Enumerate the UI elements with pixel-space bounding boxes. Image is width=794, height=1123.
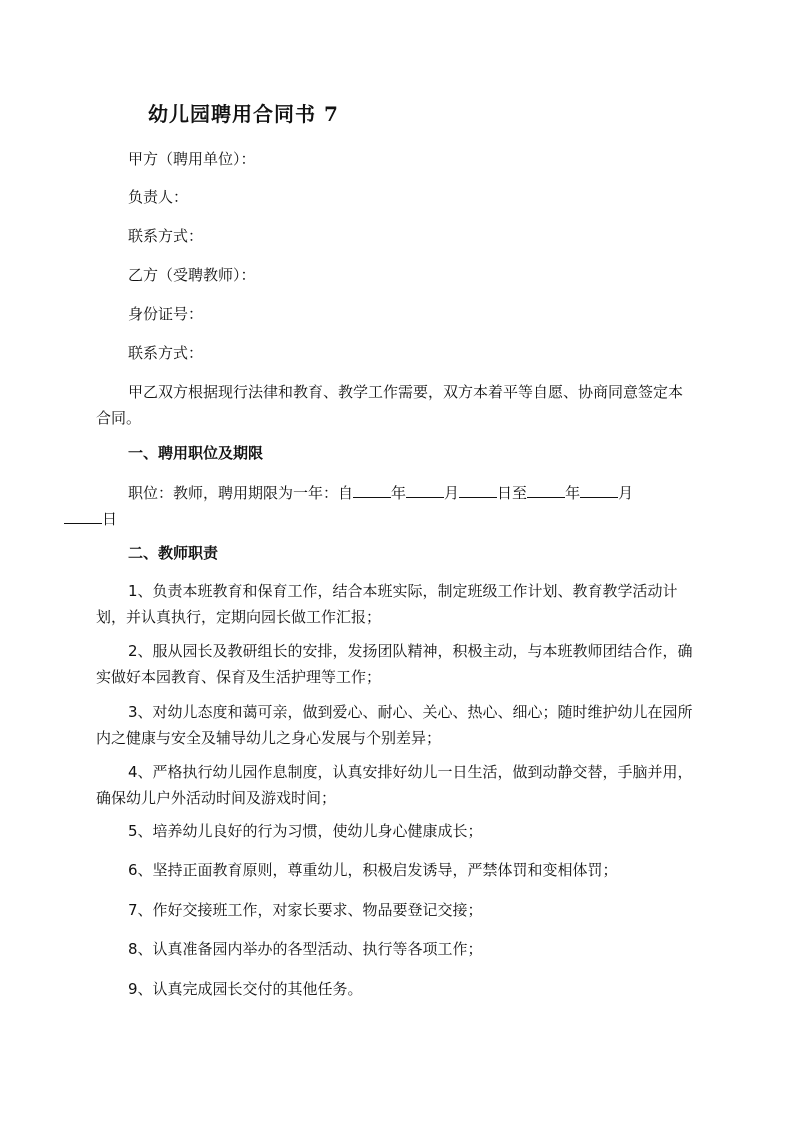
contact-a-field: 联系方式：: [128, 227, 204, 245]
duty-item: 2、服从园长及教研组长的安排，发扬团队精神，积极主动，与本班教师团结合作，确实做好本园教育、保育及生活护理等工作；: [96, 642, 693, 686]
term-paragraph: [96, 480, 696, 532]
term-prefix: 职位：教师，聘用期限为一年：自: [128, 484, 354, 502]
duty-item: 3、对幼儿态度和蔼可亲，做到爱心、耐心、关心、热心、细心；随时维护幼儿在园所内之健康与安全及辅导幼儿之身心发展与个别差异；: [96, 703, 693, 747]
party-b-field: 乙方（受聘教师）：: [128, 266, 256, 284]
end-day-unit: 日: [102, 510, 118, 528]
duty-item: 4、严格执行幼儿园作息制度，认真安排好幼儿一日生活，做到动静交替，手脑并用，确保幼儿户外活动时间及游戏时间；: [96, 763, 693, 807]
duty-item: 7、作好交接班工作，对家长要求、物品要登记交接；: [128, 901, 483, 919]
duty-item: 5、培养幼儿良好的行为习惯，使幼儿身心健康成长；: [128, 822, 483, 840]
start-month-blank: [406, 482, 444, 498]
end-day-blank: [64, 508, 102, 524]
start-day-to-unit: 日至: [497, 484, 528, 502]
start-year-blank: [353, 482, 391, 498]
id-number-field: 身份证号：: [128, 305, 204, 323]
section1-heading: 一、聘用职位及期限: [128, 444, 264, 462]
intro-paragraph: 甲乙双方根据现行法律和教育、教学工作需要，双方本着平等自愿、协商同意签定本合同。: [96, 383, 684, 427]
document-title: 幼儿园聘用合同书 7: [148, 102, 339, 126]
end-year-unit: 年: [565, 484, 581, 502]
party-a-field: 甲方（聘用单位）：: [128, 150, 256, 168]
duty-item: 1、负责本班教育和保育工作，结合本班实际，制定班级工作计划、教育教学活动计划，并认真执行，定期向园长做工作汇报；: [96, 582, 678, 626]
duty-item: 6、坚持正面教育原则，尊重幼儿，积极启发诱导，严禁体罚和变相体罚；: [128, 861, 618, 879]
end-year-blank: [527, 482, 565, 498]
end-month-blank: [580, 482, 618, 498]
contact-b-field: 联系方式：: [128, 344, 204, 362]
start-month-unit: 月: [444, 484, 460, 502]
responsible-field: 负责人：: [128, 188, 189, 206]
start-year-unit: 年: [391, 484, 407, 502]
section2-heading: 二、教师职责: [128, 544, 219, 562]
start-day-blank: [459, 482, 497, 498]
end-month-unit: 月: [618, 484, 634, 502]
duty-item: 9、认真完成园长交付的其他任务。: [128, 980, 363, 998]
duty-item: 8、认真准备园内举办的各型活动、执行等各项工作；: [128, 940, 483, 958]
